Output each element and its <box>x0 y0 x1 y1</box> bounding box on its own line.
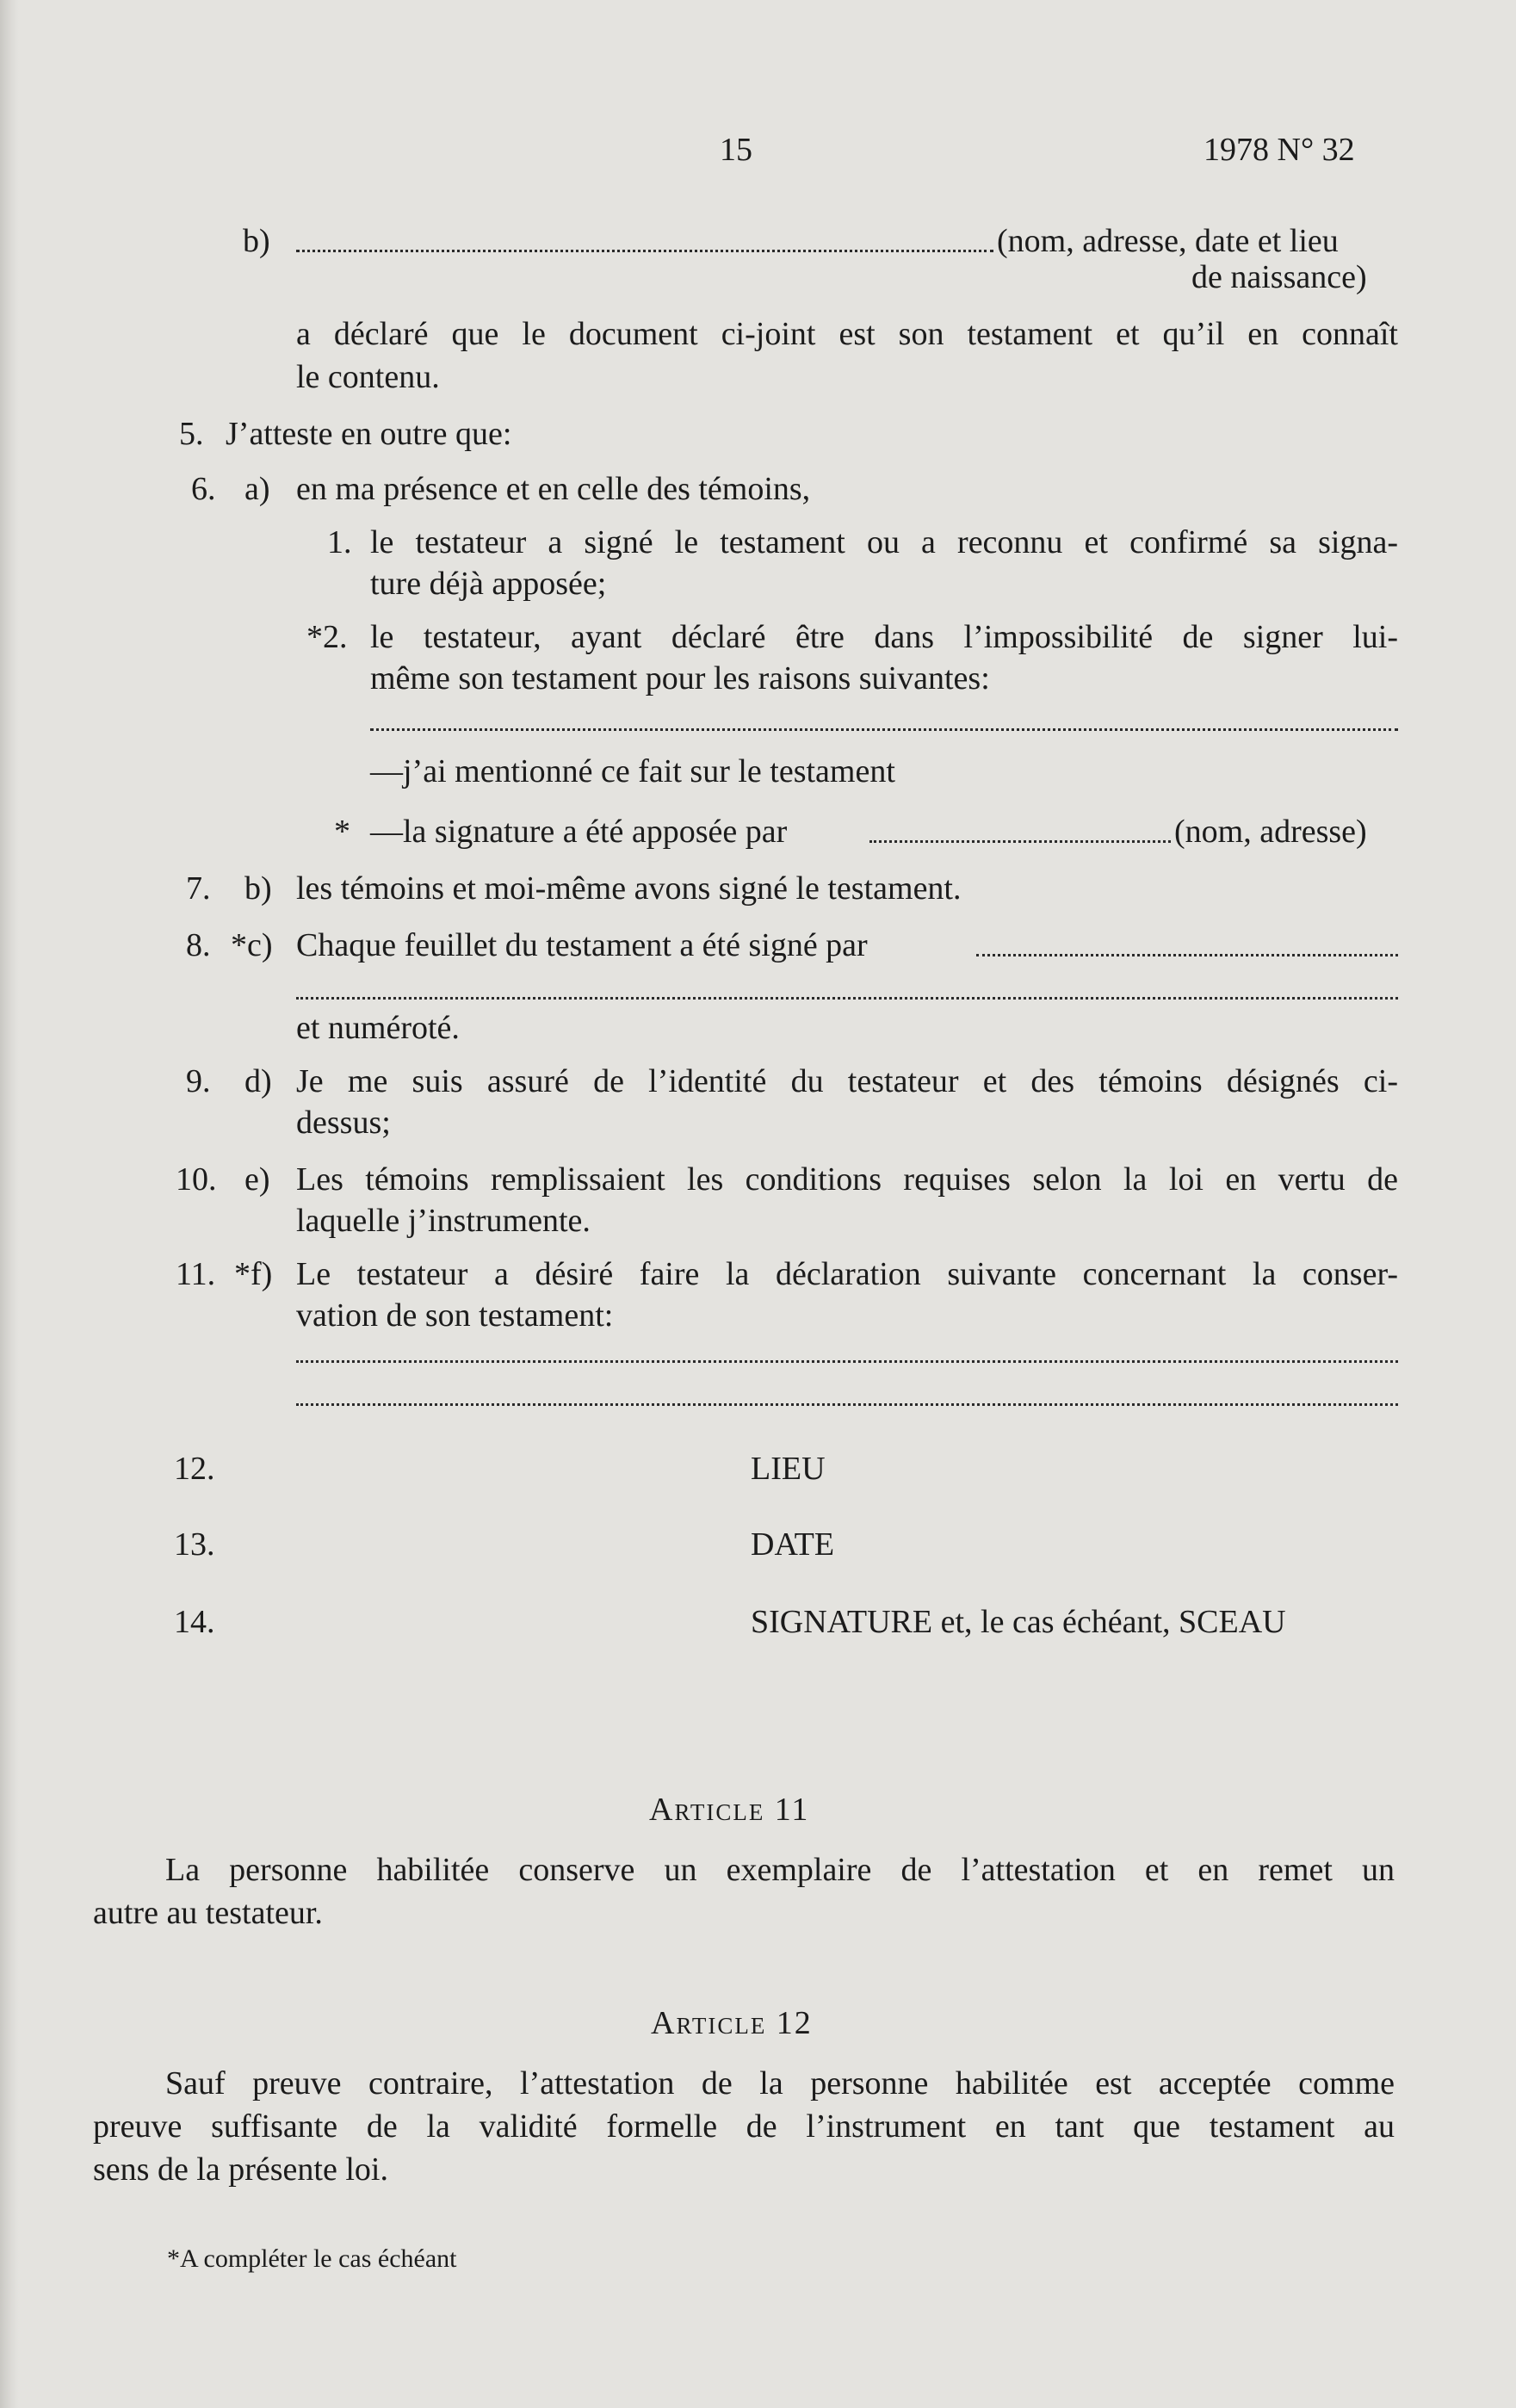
item-9-line2: dessus; <box>296 1105 391 1141</box>
item-6-signed-tail: (nom, adresse) <box>1174 814 1367 850</box>
item-6-number: 6. <box>191 471 216 507</box>
item-b-tail-1: (nom, adresse, date et lieu <box>997 223 1339 259</box>
article-12-line1: Sauf preuve contraire, l’attestation de la personne habilitée est acceptée comme <box>165 2065 1395 2102</box>
fill-line-declaration-1 <box>296 1360 1398 1363</box>
item-8-text: Chaque feuillet du testament a été signé par <box>296 927 868 963</box>
fill-line-pages-2 <box>296 997 1398 1000</box>
document-reference: 1978 N° 32 <box>1204 132 1355 168</box>
fill-line-signer <box>869 840 1171 843</box>
item-b-text-1: a déclaré que le document ci-joint est son testament et qu’il en connaît <box>296 316 1398 352</box>
item-7-number: 7. <box>186 870 211 907</box>
article-12-line3: sens de la présente loi. <box>93 2151 388 2188</box>
item-6-text: en ma présence et en celle des témoins, <box>296 471 811 507</box>
item-7-letter: b) <box>244 870 272 907</box>
item-9-letter: d) <box>244 1063 272 1099</box>
item-10-line2: laquelle j’instrumente. <box>296 1203 591 1239</box>
article-11-line1: La personne habilitée conserve un exemplaire de l’attestation et en remet un <box>165 1852 1395 1888</box>
date-label: DATE <box>751 1526 835 1563</box>
item-11-letter: *f) <box>234 1256 273 1292</box>
item-6-sub2-line1: le testateur, ayant déclaré être dans l’impossibilité de signer lui- <box>370 619 1398 655</box>
item-11-line2: vation de son testament: <box>296 1297 614 1334</box>
item-6-letter: a) <box>244 471 270 507</box>
fill-line-pages-1 <box>976 954 1398 956</box>
article-11-line2: autre au testateur. <box>93 1895 323 1931</box>
item-8-letter: *c) <box>231 927 273 963</box>
item-8-text-2: et numéroté. <box>296 1010 460 1046</box>
item-5-text: J’atteste en outre que: <box>226 416 512 452</box>
page-number: 15 <box>720 132 752 168</box>
item-6-signed-by: —la signature a été apposée par <box>370 814 788 850</box>
item-10-number: 10. <box>176 1161 217 1198</box>
item-6-mention: —j’ai mentionné ce fait sur le testament <box>370 753 895 789</box>
item-10-letter: e) <box>244 1161 270 1198</box>
item-6-sub2-line2: même son testament pour les raisons suivantes: <box>370 660 990 696</box>
fill-line-declaration-2 <box>296 1403 1398 1406</box>
item-6-sub1-line1: le testateur a signé le testament ou a reconnu et confirmé sa signa- <box>370 524 1398 560</box>
item-13-number: 13. <box>174 1526 215 1563</box>
item-b-label: b) <box>243 223 270 259</box>
item-6-sub1-line2: ture déjà apposée; <box>370 566 607 602</box>
item-5-number: 5. <box>179 416 204 452</box>
item-10-line1: Les témoins remplissaient les conditions requises selon la loi en vertu de <box>296 1161 1398 1198</box>
item-b-tail-2: de naissance) <box>1191 259 1367 295</box>
item-7-text: les témoins et moi-même avons signé le testament. <box>296 870 962 907</box>
item-11-number: 11. <box>176 1256 216 1292</box>
place-label: LIEU <box>751 1451 826 1487</box>
item-14-number: 14. <box>174 1604 215 1640</box>
article-11-heading: Article 11 <box>649 1792 810 1828</box>
item-9-line1: Je me suis assuré de l’identité du testateur et des témoins désignés ci- <box>296 1063 1398 1099</box>
item-12-number: 12. <box>174 1451 215 1487</box>
page-edge-shadow <box>0 0 19 2408</box>
item-6-star: * <box>334 814 350 850</box>
fill-line-b <box>296 250 993 252</box>
article-12-line2: preuve suffisante de la validité formelle de l’instrument en tant que testament au <box>93 2108 1395 2145</box>
item-b-text-2: le contenu. <box>296 359 440 395</box>
article-12-heading: Article 12 <box>651 2005 813 2041</box>
item-8-number: 8. <box>186 927 211 963</box>
item-6-sub1-number: 1. <box>327 524 352 560</box>
item-9-number: 9. <box>186 1063 211 1099</box>
footnote: *A compléter le cas échéant <box>167 2244 457 2273</box>
signature-label: SIGNATURE et, le cas échéant, SCEAU <box>751 1604 1286 1640</box>
item-11-line1: Le testateur a désiré faire la déclaration suivante concernant la conser- <box>296 1256 1398 1292</box>
fill-line-reasons <box>370 728 1398 731</box>
item-6-sub2-number: *2. <box>306 619 348 655</box>
